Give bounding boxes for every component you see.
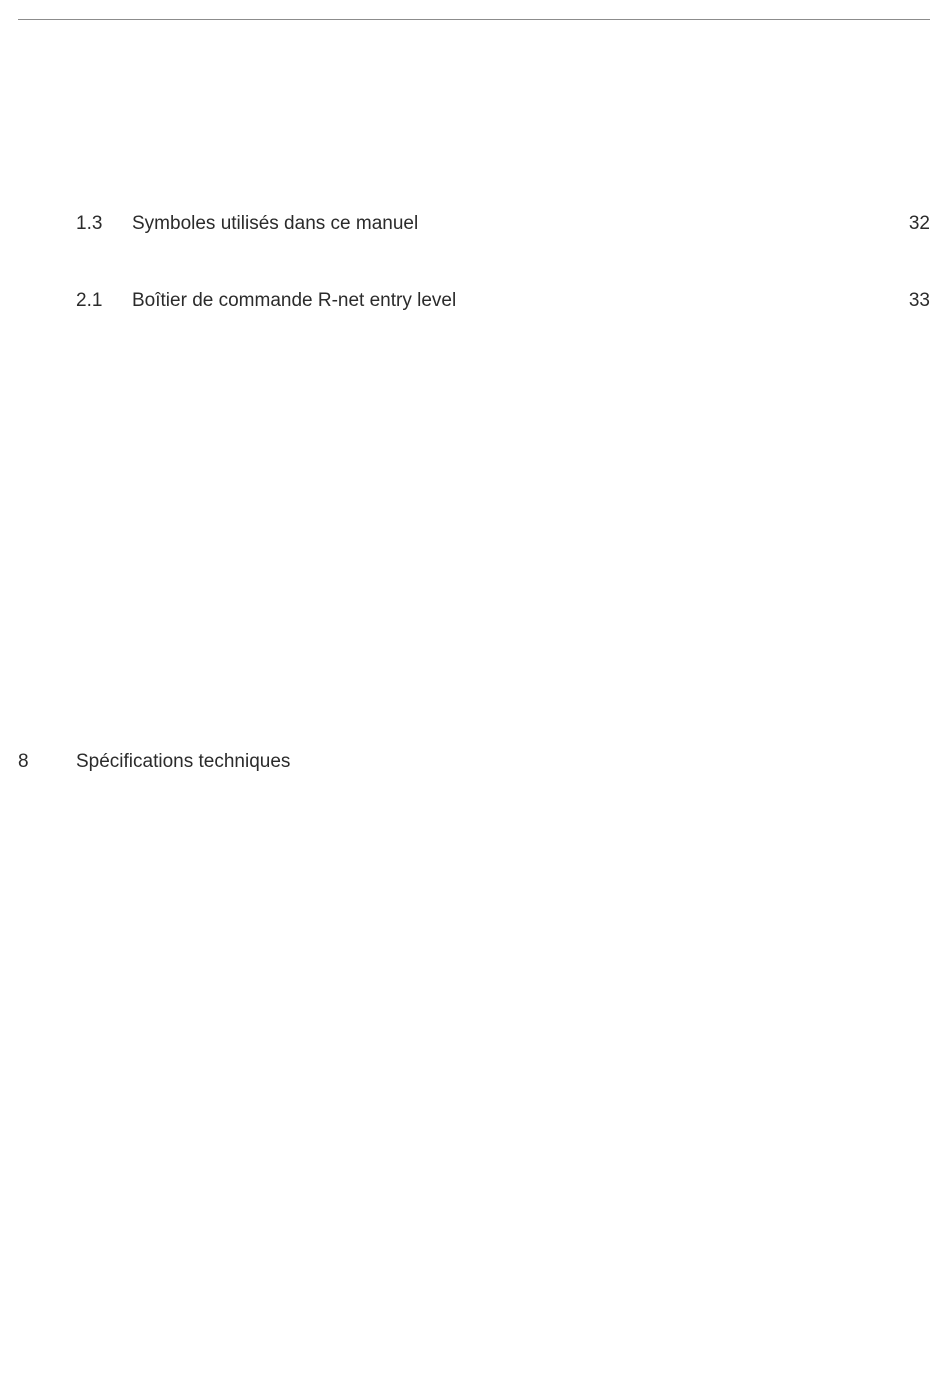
toc-entry-page: 33 — [908, 290, 930, 311]
toc-entry-title[interactable]: Boîtier de commande R-net entry level — [132, 290, 457, 311]
toc-section-number: 8 — [18, 751, 29, 772]
header-divider — [18, 19, 930, 20]
toc-section-title[interactable]: Spécifications techniques — [76, 751, 291, 772]
toc-entry-number: 1.3 — [76, 213, 103, 234]
toc-entry-title[interactable]: Symboles utilisés dans ce manuel — [132, 213, 419, 234]
toc-entry-number: 2.1 — [76, 290, 103, 311]
toc-entry-page: 32 — [908, 213, 930, 234]
